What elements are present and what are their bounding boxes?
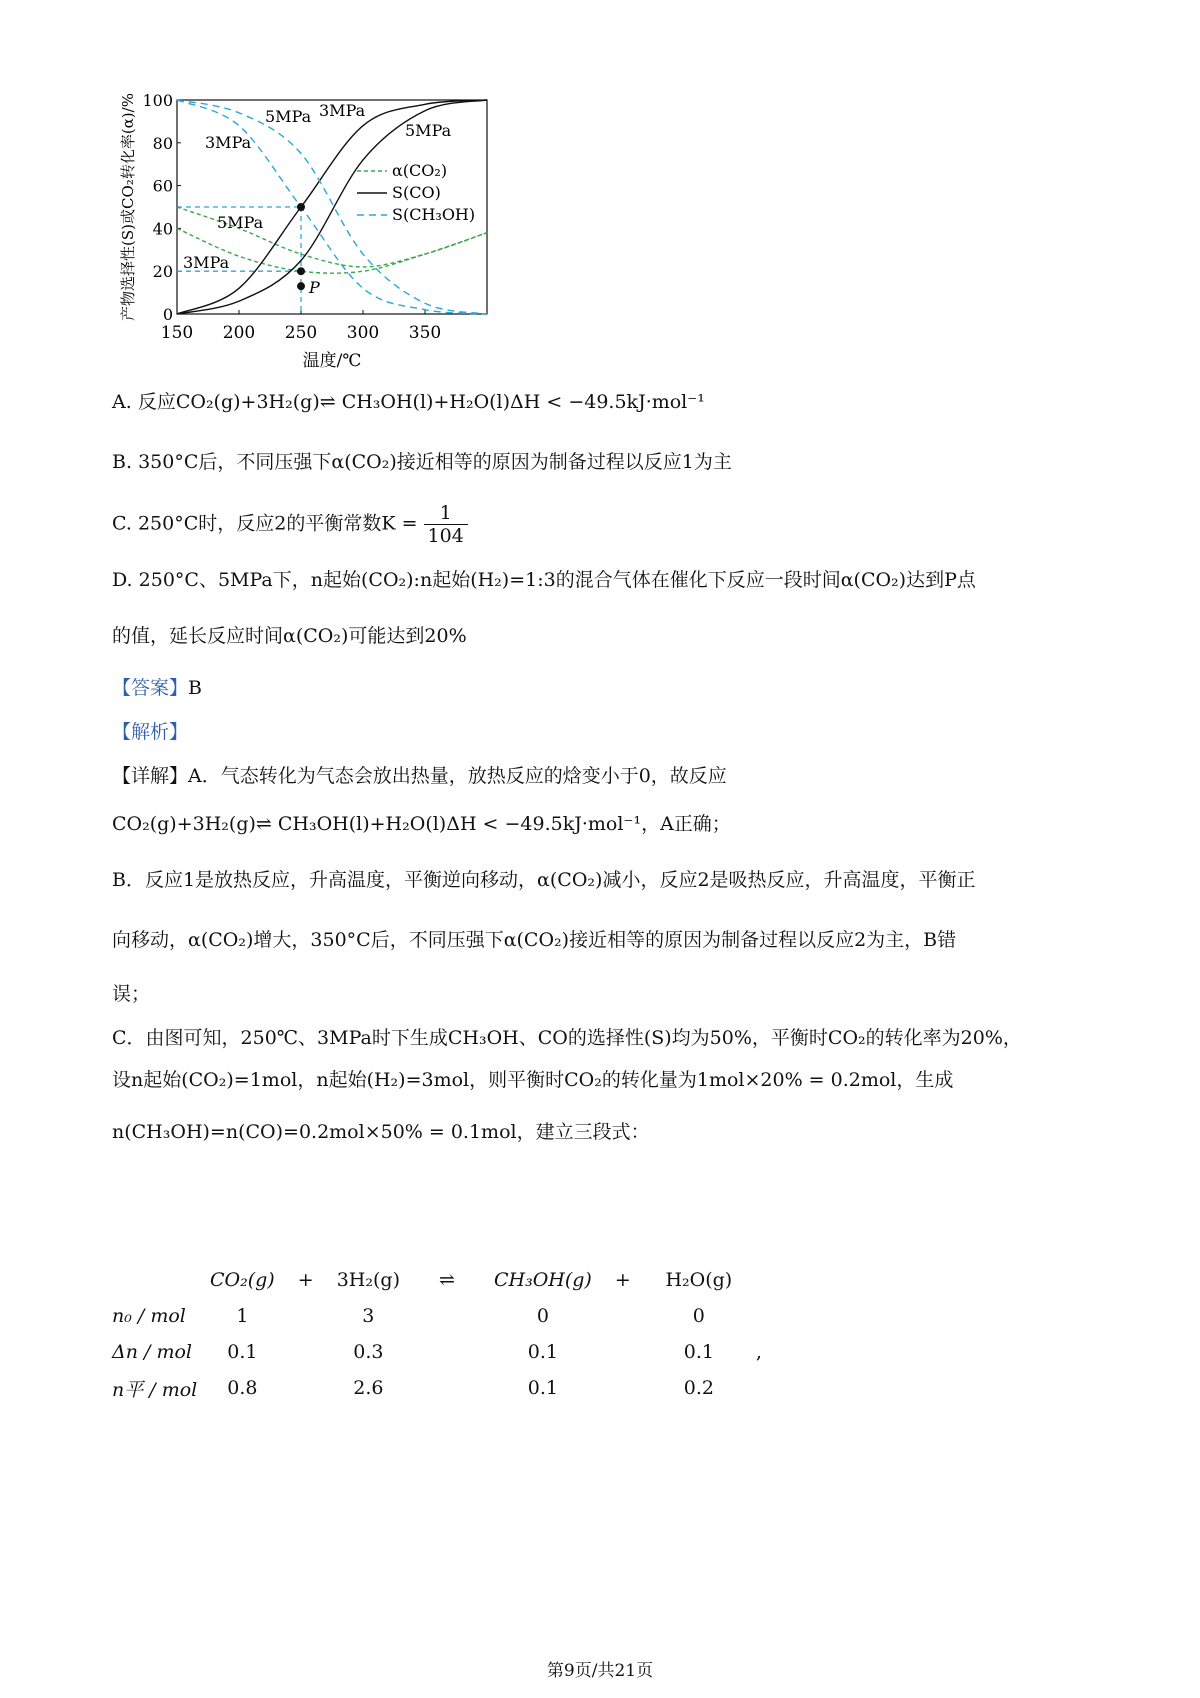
x-tick-label: 150: [160, 323, 194, 343]
analysis-tag: 【解析】: [112, 721, 189, 743]
detail-c3: n(CH₃OH)=n(CO)=0.2mol×50% = 0.1mol，建立三段式：: [112, 1121, 650, 1143]
detail-c1: C．由图可知，250℃、3MPa时下生成CH₃OH、CO的选择性(S)均为50%，平衡时CO₂的转化率为20%，: [112, 1027, 1022, 1049]
answer-value: B: [188, 677, 202, 699]
x-tick-label: 350: [408, 323, 442, 343]
curve-label: 5MPa: [217, 213, 264, 232]
detail-b2: 向移动，α(CO₂)增大，350°C后，不同压强下α(CO₂)接近相等的原因为制备过程以反应2为主，B错: [112, 929, 957, 951]
option-c: C. 250°C时，反应2的平衡常数K = $\frac{1}{104}$: [112, 502, 468, 547]
y-tick-label: 40: [152, 219, 173, 239]
fraction: $\frac{1}{104}$: [424, 502, 468, 547]
page-footer: 第9页/共21页: [546, 1661, 654, 1681]
y-axis-label: 产物选择性(S)或CO₂转化率(α)/%: [119, 93, 137, 321]
detail-c2: 设n起始(CO₂)=1mol，n起始(H₂)=3mol，则平衡时CO₂的转化量为1mol×20% = 0.2mol，生成: [112, 1069, 954, 1091]
table-row: n₀ / mol 1 3 0 0: [112, 1305, 705, 1327]
detail-a2: CO₂(g)+3H₂(g)⇌ CH₃OH(l)+H₂O(l)ΔH < −49.5kJ·mol⁻¹，A正确；: [112, 813, 731, 835]
option-a: A. 反应CO₂(g)+3H₂(g)⇌ CH₃OH(l)+H₂O(l)ΔH < −49.5kJ·mol⁻¹: [112, 391, 705, 413]
x-tick-label: 200: [222, 323, 256, 343]
option-d-line2: 的值，延长反应时间α(CO₂)可能达到20%: [112, 625, 467, 647]
table-header-row: CO₂(g) + 3H₂(g) ⇌ CH₃OH(g) + H₂O(g): [112, 1262, 774, 1298]
x-tick-label: 300: [346, 323, 380, 343]
option-d-line1: D. 250°C、5MPa下，n起始(CO₂):n起始(H₂)=1:3的混合气体在催化下反应一段时间α(CO₂)达到P点: [112, 569, 976, 591]
detail-b3: 误；: [112, 983, 151, 1005]
legend-entry: S(CH₃OH): [392, 205, 476, 224]
answer-tag: 【答案】: [112, 677, 189, 699]
y-tick-label: 20: [152, 262, 173, 282]
y-tick-label: 100: [142, 91, 173, 110]
three-stage-table: [112, 1262, 774, 1406]
y-tick-label: 80: [152, 133, 173, 153]
curve-label: 3MPa: [319, 101, 366, 120]
product-h2o: H₂O(g): [665, 1269, 733, 1291]
x-tick-label: 250: [284, 323, 318, 343]
y-tick-label: 0: [162, 305, 173, 324]
chart: [105, 88, 565, 408]
trailing-comma: ,: [755, 1341, 762, 1363]
table-row: n平 / mol 0.8 2.6 0.1 0.2: [112, 1377, 714, 1401]
detail-a1: 【详解】A．气态转化为气态会放出热量，放热反应的焓变小于0，故反应: [112, 765, 727, 787]
data-point: [297, 267, 305, 275]
detail-b1: B．反应1是放热反应，升高温度，平衡逆向移动，α(CO₂)减小，反应2是吸热反应，升高温度，平衡正: [112, 869, 976, 891]
table-row: Δn / mol 0.1 0.3 0.1 0.1 ,: [112, 1334, 774, 1370]
data-point: [297, 282, 305, 290]
curve-label: 5MPa: [405, 121, 452, 140]
reactant-co2: CO₂(g): [210, 1269, 275, 1291]
x-axis-label: 温度/℃: [302, 351, 362, 371]
legend-entry: α(CO₂): [392, 161, 448, 180]
option-b: B. 350°C后，不同压强下α(CO₂)接近相等的原因为制备过程以反应1为主: [112, 451, 732, 473]
data-point: [297, 203, 305, 211]
curve-label: 3MPa: [183, 253, 230, 272]
curve-label: 3MPa: [205, 133, 252, 152]
curve-label: 5MPa: [265, 107, 312, 126]
answer: [112, 674, 202, 702]
product-ch3oh: CH₃OH(g): [493, 1269, 592, 1291]
point-label: P: [309, 278, 320, 298]
y-tick-label: 60: [152, 176, 173, 196]
legend-entry: S(CO): [392, 183, 441, 202]
reactant-h2: 3H₂(g): [336, 1269, 400, 1291]
